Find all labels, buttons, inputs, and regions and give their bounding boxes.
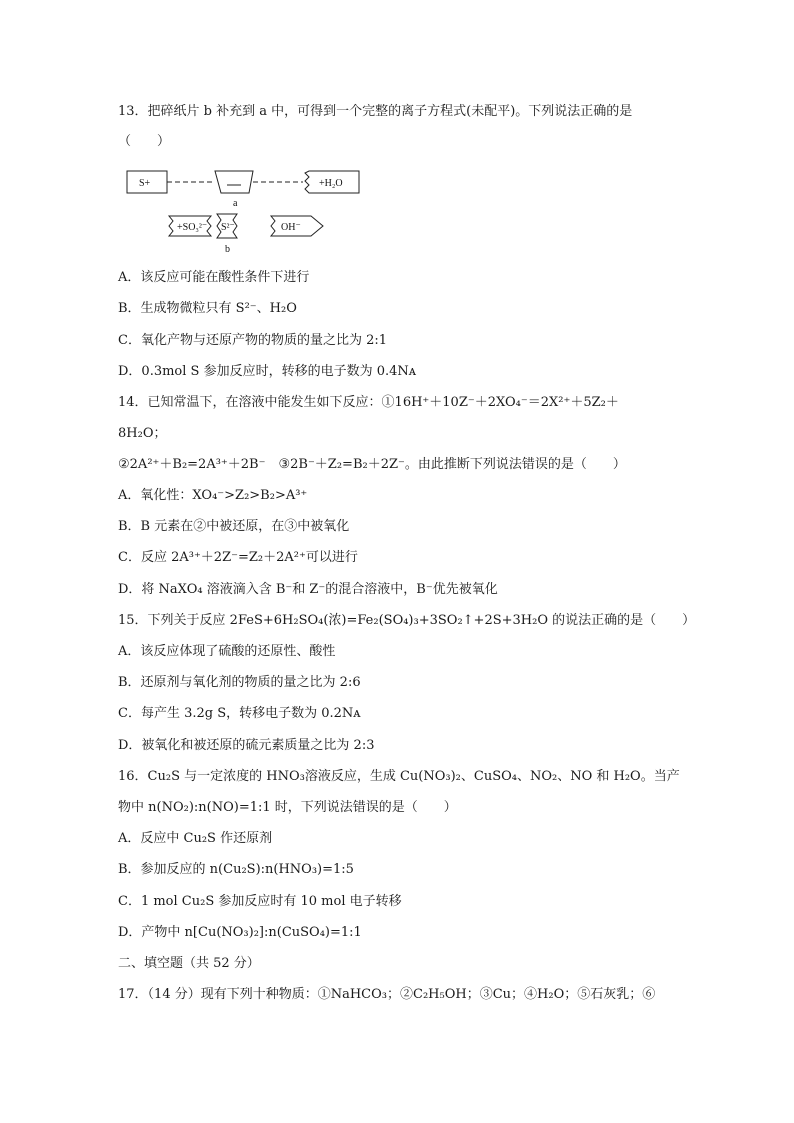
q14-option-d: D．将 NaXO₄ 溶液滴入含 B⁻和 Z⁻的混合溶液中，B⁻优先被氧化 xyxy=(118,582,498,597)
q14-option-c: C．反应 2A³⁺＋2Z⁻=Z₂＋2A²⁺可以进行 xyxy=(118,550,358,565)
piece-b-2-text: S²⁻ xyxy=(221,222,235,233)
q14-line3: ②2A²⁺＋B₂=2A³⁺＋2B⁻ ③2B⁻＋Z₂=B₂＋2Z⁻。由此推断下列说法错误的是（ ） xyxy=(118,457,626,472)
q16-option-b: B．参加反应的 n(Cu₂S):n(HNO₃)=1:5 xyxy=(118,862,354,877)
piece-a-left xyxy=(127,171,167,193)
piece-a-middle xyxy=(215,171,253,193)
piece-b-1-text: +SO₃²⁻ xyxy=(177,222,208,233)
label-a: a xyxy=(233,198,238,209)
label-b: b xyxy=(225,244,230,255)
q13-stem: 13．把碎纸片 b 补充到 a 中，可得到一个完整的离子方程式(未配平)。下列说法正确的是 xyxy=(118,104,633,119)
q13-option-d: D．0.3mol S 参加反应时，转移的电子数为 0.4Nᴀ xyxy=(118,364,417,379)
q13-paren: （ ） xyxy=(118,134,171,149)
q14-option-a: A．氧化性：XO₄⁻>Z₂>B₂>A³⁺ xyxy=(118,488,308,503)
q15-stem: 15．下列关于反应 2FeS+6H₂SO₄(浓)=Fe₂(SO₄)₃+3SO₂↑+2S+3H₂O 的说法正确的是（ ） xyxy=(118,613,696,628)
q14-line2: 8H₂O； xyxy=(118,426,167,441)
q16-option-c: C．1 mol Cu₂S 参加反应时有 10 mol 电子转移 xyxy=(118,894,402,909)
piece-a-right-text: +H₂O xyxy=(319,178,343,189)
q13-option-b: B．生成物微粒只有 S²⁻、H₂O xyxy=(118,301,297,316)
q14-line1: 14．已知常温下，在溶液中能发生如下反应：①16H⁺＋10Z⁻＋2XO₄⁻＝2X²⁺＋5Z₂＋ xyxy=(118,395,619,410)
q16-option-a: A．反应中 Cu₂S 作还原剂 xyxy=(118,831,273,846)
section-heading: 二、填空题（共 52 分） xyxy=(118,956,260,971)
q17-stem: 17．（14 分）现有下列十种物质：①NaHCO₃；②C₂H₅OH；③Cu；④H₂O；⑤石灰乳；⑥ xyxy=(118,987,656,1002)
q16-line2: 物中 n(NO₂):n(NO)=1:1 时，下列说法错误的是（ ） xyxy=(118,800,457,815)
q15-option-b: B．还原剂与氧化剂的物质的量之比为 2:6 xyxy=(118,675,361,690)
q15-option-a: A．该反应体现了硫酸的还原性、酸性 xyxy=(118,644,336,659)
q13-option-c: C．氧化产物与还原产物的物质的量之比为 2:1 xyxy=(118,333,388,348)
q16-line1: 16．Cu₂S 与一定浓度的 HNO₃溶液反应，生成 Cu(NO₃)₂、CuSO₄、NO₂、NO 和 H₂O。当产 xyxy=(118,769,680,784)
piece-b-3-text: OH⁻ xyxy=(281,222,301,233)
q15-option-d: D．被氧化和被还原的硫元素质量之比为 2:3 xyxy=(118,738,375,753)
piece-a-right xyxy=(305,171,359,193)
q16-option-d: D．产物中 n[Cu(NO₃)₂]:n(CuSO₄)=1:1 xyxy=(118,925,362,940)
piece-b-1 xyxy=(169,216,211,236)
piece-b-2 xyxy=(217,214,237,238)
torn-paper-diagram xyxy=(125,168,365,258)
piece-a-left-text: S+ xyxy=(139,178,151,189)
q15-option-c: C．每产生 3.2g S，转移电子数为 0.2Nᴀ xyxy=(118,706,361,721)
piece-b-3 xyxy=(271,216,323,236)
q13-option-a: A．该反应可能在酸性条件下进行 xyxy=(118,270,310,285)
q14-option-b: B．B 元素在②中被还原，在③中被氧化 xyxy=(118,519,350,534)
